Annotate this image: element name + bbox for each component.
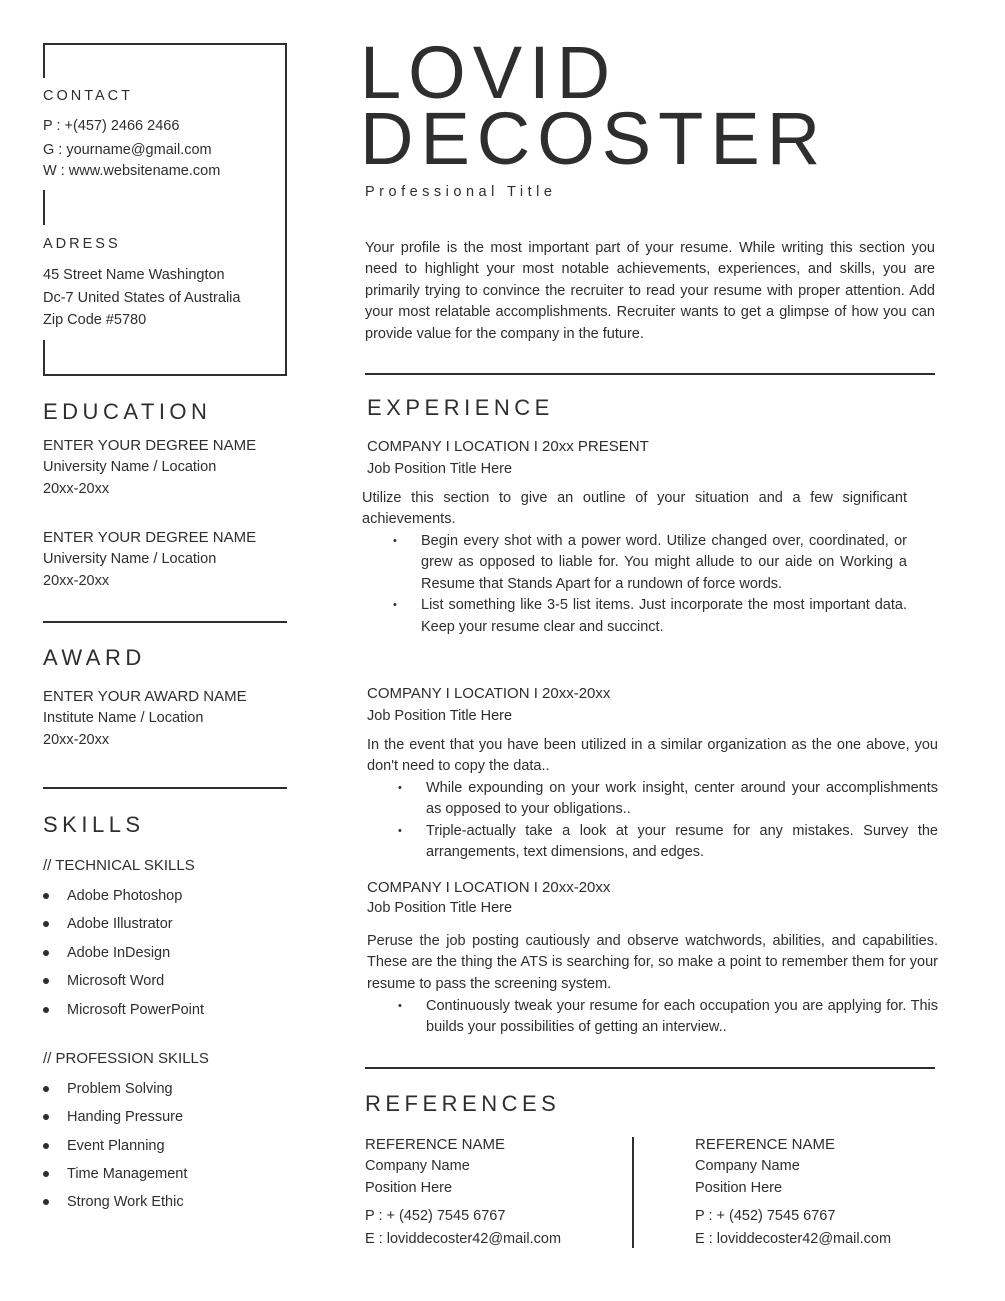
bullet-icon	[43, 950, 49, 956]
skill-item: Microsoft PowerPoint	[43, 1002, 204, 1018]
job-summary: Peruse the job posting cautiously and observe watchwords, abilities, and capabilities. These are the thing the ATS is searching for, so make a point to remember them for your resume to pass the screening system.	[367, 933, 938, 992]
divider	[365, 373, 935, 375]
job-header: COMPANY I LOCATION I 20xx-20xx	[367, 879, 611, 896]
job-bullet: • Continuously tweak your resume for each occupation you are applying for. This builds your possibilities of getting an interview..	[398, 998, 938, 1036]
school-name: University Name / Location	[43, 551, 217, 567]
education-heading: EDUCATION	[43, 399, 212, 424]
job-position: Job Position Title Here	[367, 461, 513, 477]
bullet-icon	[43, 1007, 49, 1013]
skills-heading: SKILLS	[43, 812, 145, 837]
address-line: Zip Code #5780	[43, 312, 147, 328]
bullet-icon	[43, 921, 49, 927]
skill-item: Adobe Photoshop	[43, 888, 182, 904]
address-line: Dc-7 United States of Australia	[43, 290, 241, 306]
reference-position: Position Here	[695, 1180, 783, 1196]
technical-skills-heading: // TECHNICAL SKILLS	[43, 857, 195, 874]
job-bullet: • Begin every shot with a power word. Utilize changed over, coordinated, or grew as opposed to liable for. You might allude to our aide on Working a Resume that Stands Apart for a rundown of force words.	[393, 533, 907, 592]
skill-item: Event Planning	[43, 1138, 165, 1154]
skill-item: Problem Solving	[43, 1081, 173, 1097]
bullet-icon	[43, 1086, 49, 1092]
award-heading: AWARD	[43, 645, 146, 670]
bullet-icon	[43, 978, 49, 984]
skill-item: Microsoft Word	[43, 973, 164, 989]
reference-phone: P : + (452) 7545 6767	[365, 1208, 506, 1224]
bullet-icon	[43, 1171, 49, 1177]
contact-email[interactable]: G : yourname@gmail.com	[43, 142, 212, 158]
address-heading: ADRESS	[43, 236, 121, 252]
award-years: 20xx-20xx	[43, 732, 110, 748]
frame-top	[43, 43, 287, 45]
professional-title: Professional Title	[365, 184, 557, 200]
frame-right	[285, 43, 287, 376]
contact-phone: P : +(457) 2466 2466	[43, 118, 180, 134]
reference-position: Position Here	[365, 1180, 453, 1196]
bullet-icon	[43, 1199, 49, 1205]
contact-heading: CONTACT	[43, 88, 134, 104]
frame-left-2	[43, 190, 45, 225]
frame-bottom	[43, 374, 287, 376]
job-summary: Utilize this section to give an outline of your situation and a few significant achievements.	[362, 490, 907, 528]
bullet-icon	[43, 1143, 49, 1149]
skill-item: Adobe InDesign	[43, 945, 170, 961]
job-header: COMPANY I LOCATION I 20xx PRESENT	[367, 438, 649, 455]
job-bullets	[393, 531, 907, 638]
reference-phone: P : + (452) 7545 6767	[695, 1208, 836, 1224]
reference-company: Company Name	[695, 1158, 800, 1174]
job-bullet: • List something like 3-5 list items. Just incorporate the most important data. Keep your resume clear and succinct.	[393, 597, 907, 635]
reference-company: Company Name	[365, 1158, 470, 1174]
divider	[43, 621, 287, 623]
profile-summary: Your profile is the most important part of your resume. While writing this section you need to highlight your most notable achievements, experiences, and skills, you are primarily trying to convince the recruiter to read your resume with proper attention. Add your most relatable accomplishments. Recruiter wants to get a glimpse of how you can provide value for the company in the future.	[365, 240, 935, 342]
experience-heading: EXPERIENCE	[367, 395, 554, 420]
skill-item: Time Management	[43, 1166, 187, 1182]
job-position: Job Position Title Here	[367, 708, 513, 724]
reference-email[interactable]: E : loviddecoster42@mail.com	[695, 1231, 892, 1247]
reference-separator	[632, 1137, 634, 1248]
first-name: LOVID	[360, 31, 618, 114]
education-years: 20xx-20xx	[43, 573, 110, 589]
degree-name: ENTER YOUR DEGREE NAME	[43, 437, 257, 454]
profession-skills-heading: // PROFESSION SKILLS	[43, 1050, 209, 1067]
skill-item: Adobe Illustrator	[43, 916, 173, 932]
job-bullets	[398, 778, 938, 864]
references-heading: REFERENCES	[365, 1091, 561, 1116]
address-line: 45 Street Name Washington	[43, 267, 225, 283]
contact-website[interactable]: W : www.websitename.com	[43, 163, 221, 179]
job-bullets	[398, 996, 938, 1039]
job-header: COMPANY I LOCATION I 20xx-20xx	[367, 685, 611, 702]
job-bullet: • While expounding on your work insight, center around your accomplishments as opposed to your obligations..	[398, 780, 938, 818]
skill-item: Handing Pressure	[43, 1109, 183, 1125]
award-institute: Institute Name / Location	[43, 710, 204, 726]
last-name: DECOSTER	[360, 97, 828, 180]
frame-left-3	[43, 340, 45, 376]
bullet-icon	[43, 893, 49, 899]
job-position: Job Position Title Here	[367, 900, 513, 916]
award-name: ENTER YOUR AWARD NAME	[43, 688, 247, 705]
reference-email[interactable]: E : loviddecoster42@mail.com	[365, 1231, 562, 1247]
divider	[43, 787, 287, 789]
frame-left-1	[43, 43, 45, 78]
reference-name: REFERENCE NAME	[695, 1136, 836, 1153]
bullet-icon	[43, 1114, 49, 1120]
school-name: University Name / Location	[43, 459, 217, 475]
divider	[365, 1067, 935, 1069]
degree-name: ENTER YOUR DEGREE NAME	[43, 529, 257, 546]
education-years: 20xx-20xx	[43, 481, 110, 497]
job-summary: In the event that you have been utilized in a similar organization as the one above, you don't need to copy the data..	[367, 737, 938, 775]
job-bullet: • Triple-actually take a look at your resume for any mistakes. Survey the arrangements, text dimensions, and edges.	[398, 822, 938, 861]
skill-item: Strong Work Ethic	[43, 1194, 184, 1210]
reference-name: REFERENCE NAME	[365, 1136, 506, 1153]
